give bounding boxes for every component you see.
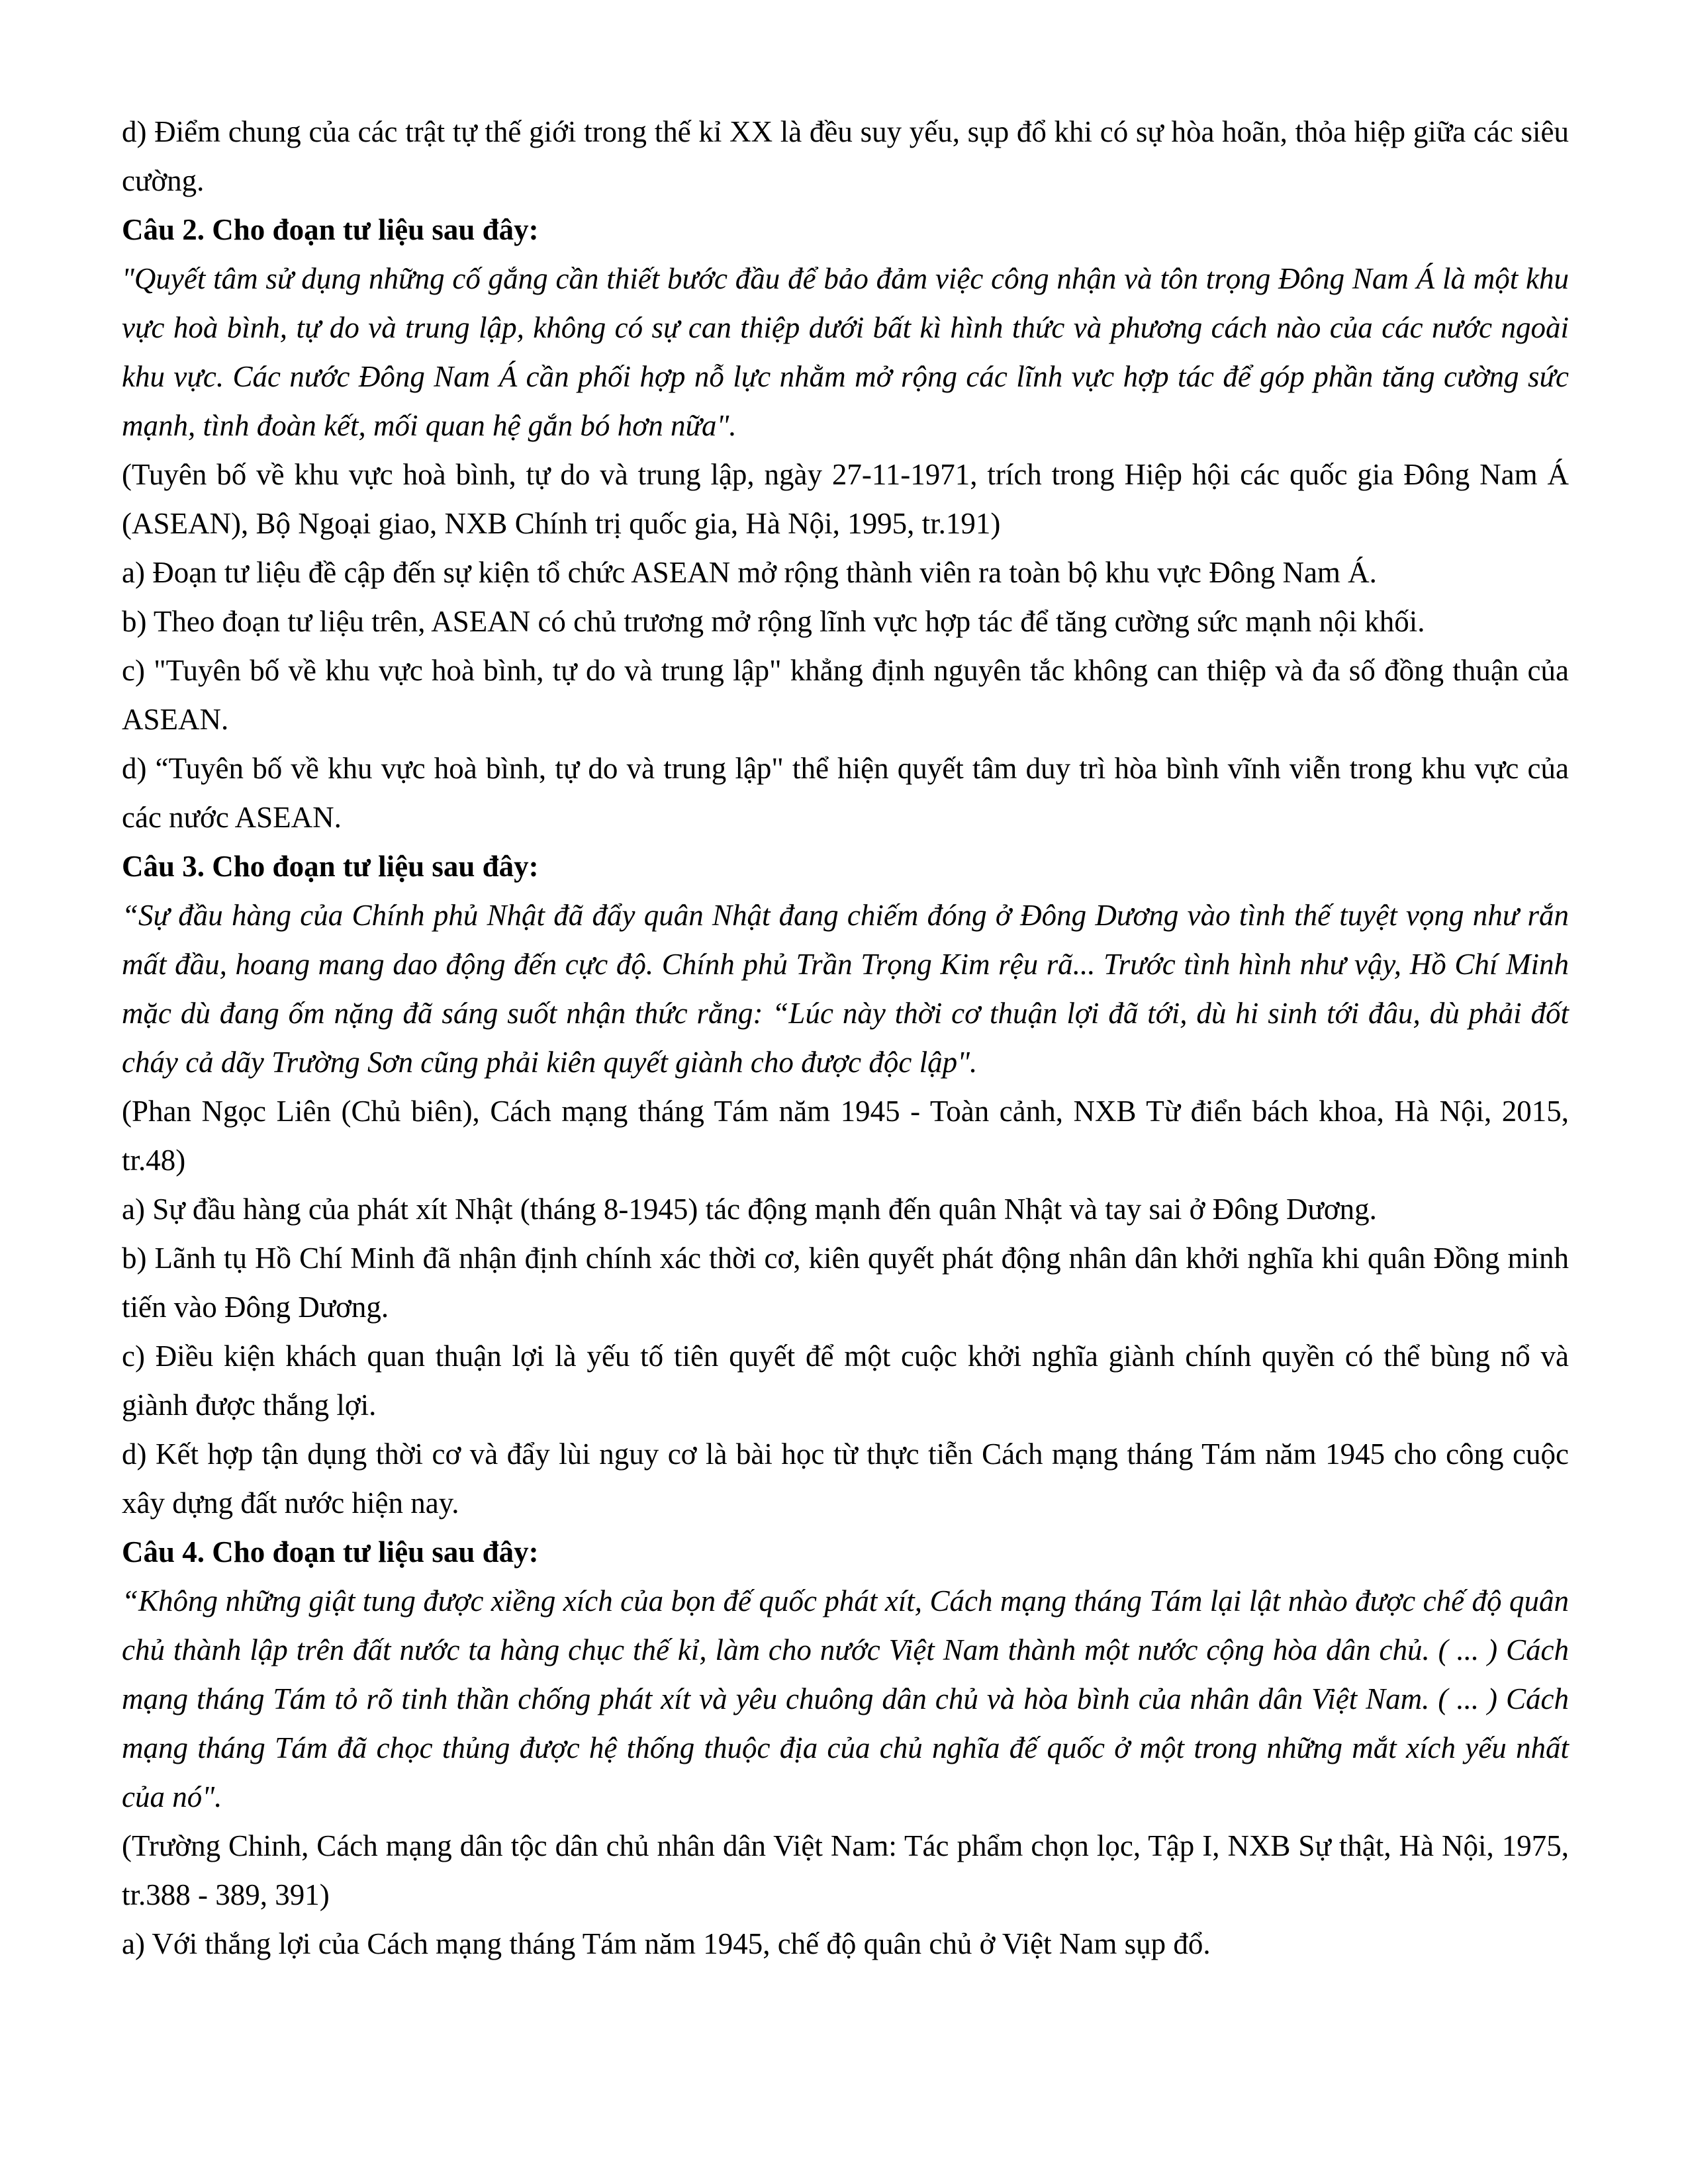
question-4-heading: Câu 4. Cho đoạn tư liệu sau đây: [122, 1535, 539, 1569]
statement-b-q3: b) Lãnh tụ Hồ Chí Minh đã nhận định chính xác thời cơ, kiên quyết phát động nhân dân khởi nghĩa khi quân Đồng minh tiến vào Đông Dương. [122, 1242, 1569, 1324]
statement-c-q3: c) Điều kiện khách quan thuận lợi là yếu tố tiên quyết để một cuộc khởi nghĩa giành chính quyền có thể bùng nổ và giành được thắng lợi. [122, 1340, 1569, 1422]
question-4-quote: “Không những giật tung được xiềng xích của bọn đế quốc phát xít, Cách mạng tháng Tám lại lật nhào được chế độ quân chủ thành lập trên đất nước ta hàng chục thế kỉ, làm cho nước Việt Nam thành một nước cộng hòa dân chủ. ( ... ) Cách mạng tháng Tám tỏ rõ tinh thần chống phát xít và yêu chuông dân chủ và hòa bình của nhân dân Việt Nam. ( ... ) Cách mạng tháng Tám đã chọc thủng được hệ thống thuộc địa của chủ nghĩa đế quốc ở một trong những mắt xích yếu nhất của nó". [122, 1584, 1569, 1813]
statement-a-q4: a) Với thắng lợi của Cách mạng tháng Tám năm 1945, chế độ quân chủ ở Việt Nam sụp đổ. [122, 1927, 1211, 1960]
question-4-source: (Trường Chinh, Cách mạng dân tộc dân chủ nhân dân Việt Nam: Tác phẩm chọn lọc, Tập I, NXB Sự thật, Hà Nội, 1975, tr.388 - 389, 391) [122, 1829, 1569, 1911]
question-2-source: (Tuyên bố về khu vực hoà bình, tự do và trung lập, ngày 27-11-1971, trích trong Hiệp hội các quốc gia Đông Nam Á (ASEAN), Bộ Ngoại giao, NXB Chính trị quốc gia, Hà Nội, 1995, tr.191) [122, 458, 1569, 540]
statement-b-q2: b) Theo đoạn tư liệu trên, ASEAN có chủ trương mở rộng lĩnh vực hợp tác để tăng cường sức mạnh nội khối. [122, 605, 1425, 638]
question-2-heading: Câu 2. Cho đoạn tư liệu sau đây: [122, 213, 539, 246]
document-page [122, 107, 1569, 1968]
statement-c-q2: c) "Tuyên bố về khu vực hoà bình, tự do và trung lập" khẳng định nguyên tắc không can thiệp và đa số đồng thuận của ASEAN. [122, 654, 1569, 736]
question-3-heading: Câu 3. Cho đoạn tư liệu sau đây: [122, 850, 539, 883]
question-3-source: (Phan Ngọc Liên (Chủ biên), Cách mạng tháng Tám năm 1945 - Toàn cảnh, NXB Từ điển bách khoa, Hà Nội, 2015, tr.48) [122, 1095, 1569, 1177]
question-2-quote: "Quyết tâm sử dụng những cố gắng cần thiết bước đầu để bảo đảm việc công nhận và tôn trọng Đông Nam Á là một khu vực hoà bình, tự do và trung lập, không có sự can thiệp dưới bất kì hình thức và phương cách nào của các nước ngoài khu vực. Các nước Đông Nam Á cần phối hợp nỗ lực nhằm mở rộng các lĩnh vực hợp tác để góp phần tăng cường sức mạnh, tình đoàn kết, mối quan hệ gắn bó hơn nữa". [122, 262, 1569, 442]
statement-d-q2: d) “Tuyên bố về khu vực hoà bình, tự do và trung lập" thể hiện quyết tâm duy trì hòa bình vĩnh viễn trong khu vực của các nước ASEAN. [122, 752, 1569, 834]
statement-a-q3: a) Sự đầu hàng của phát xít Nhật (tháng 8-1945) tác động mạnh đến quân Nhật và tay sai ở Đông Dương. [122, 1193, 1377, 1226]
statement-a-q2: a) Đoạn tư liệu đề cập đến sự kiện tổ chức ASEAN mở rộng thành viên ra toàn bộ khu vực Đông Nam Á. [122, 556, 1377, 589]
statement-d-q3: d) Kết hợp tận dụng thời cơ và đẩy lùi nguy cơ là bài học từ thực tiễn Cách mạng tháng Tám năm 1945 cho công cuộc xây dựng đất nước hiện nay. [122, 1437, 1569, 1520]
question-3-quote: “Sự đầu hàng của Chính phủ Nhật đã đẩy quân Nhật đang chiếm đóng ở Đông Dương vào tình thế tuyệt vọng như rắn mất đầu, hoang mang dao động đến cực độ. Chính phủ Trần Trọng Kim rệu rã... Trước tình hình như vậy, Hồ Chí Minh mặc dù đang ốm nặng đã sáng suốt nhận thức rằng: “Lúc này thời cơ thuận lợi đã tới, dù hi sinh tới đâu, dù phải đốt cháy cả dãy Trường Sơn cũng phải kiên quyết giành cho được độc lập". [122, 899, 1569, 1079]
statement-d-q1: d) Điểm chung của các trật tự thế giới trong thế kỉ XX là đều suy yếu, sụp đổ khi có sự hòa hoãn, thỏa hiệp giữa các siêu cường. [122, 115, 1569, 197]
